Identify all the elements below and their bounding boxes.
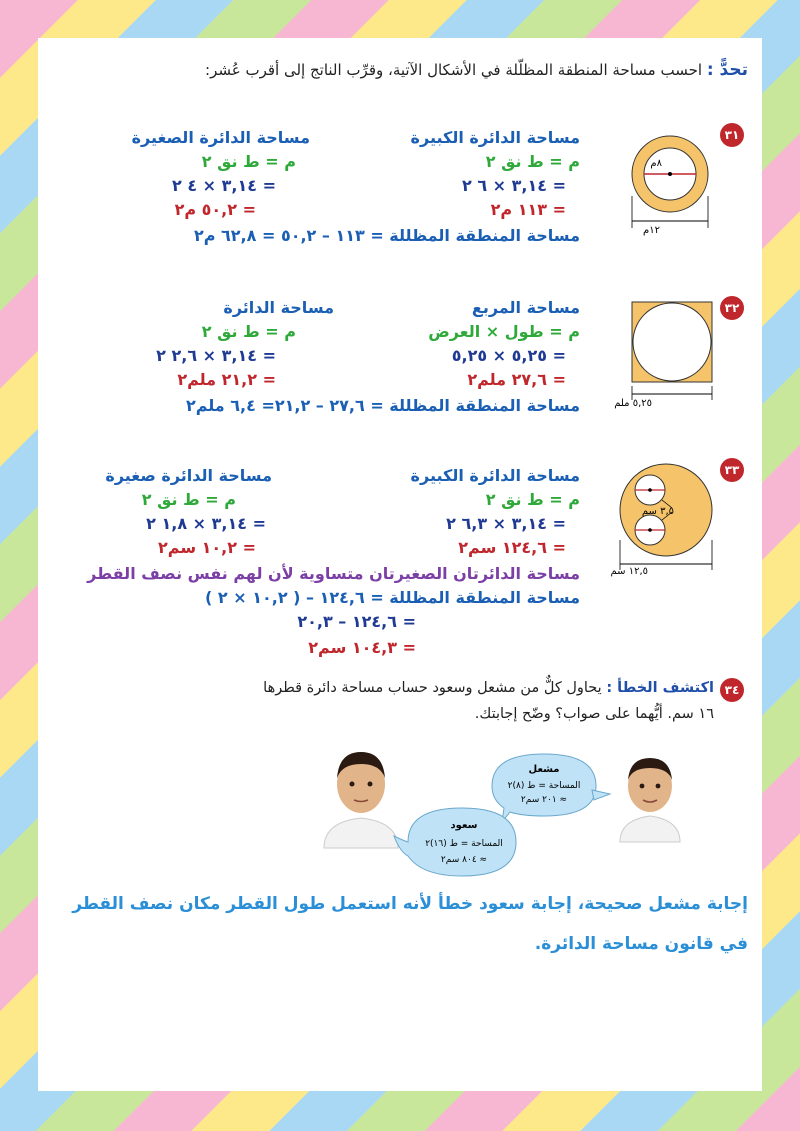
saud-result: ≈ ٨٠٤ سم٢: [440, 855, 488, 865]
challenge-label: تحدًّ :: [706, 60, 748, 80]
p31-shaded-area: مساحة المنطقة المظللة = ١١٣ – ٥٠,٢ = ٦٢,٨ م٢: [193, 226, 580, 245]
circle-in-square-figure: [614, 300, 724, 410]
p33-step3: = ١٠٤,٣ سم٢: [308, 638, 416, 657]
p31-small-result: = ٥٠,٢ م٢: [174, 200, 256, 219]
p31-big-result: = ١١٣ م٢: [490, 200, 566, 219]
p33-small-sub: = ٣,١٤ × ١,٨ ٢: [146, 514, 266, 533]
p34-question-1: يحاول كلٌّ من مشعل وسعود حساب مساحة دائرة قطرها: [263, 680, 602, 696]
p33-big-formula: م = ط نق ٢: [485, 490, 580, 509]
two-small-circles-figure: [610, 460, 724, 577]
instruction-text: احسب مساحة المنطقة المظلّلة في الأشكال الآتية، وقرِّب الناتج إلى أقرب عُشر:: [205, 61, 703, 79]
p32-square-title: مساحة المربع: [471, 298, 580, 317]
problem-number-33: ٣٣: [720, 458, 744, 482]
outer-diameter-label: ١٢م: [643, 225, 660, 236]
saud-formula: المساحة = ط (١٦)٢: [425, 839, 503, 849]
mishal-name: مشعل: [528, 764, 560, 775]
p33-small-result: = ١٠,٢ سم٢: [158, 538, 256, 557]
find-error-label: اكتشف الخطأ :: [606, 680, 714, 696]
big-circle-label: ١٢,٥ سم: [610, 566, 648, 577]
answer-text: إجابة مشعل صحيحة، إجابة سعود خطأ لأنه استعمل طول القطر مكان نصف القطر في قانون مساحة الدائرة.: [72, 894, 748, 954]
p33-small-formula: م = ط نق ٢: [141, 490, 236, 509]
p33-big-sub: = ٣,١٤ × ٦,٣ ٢: [446, 514, 566, 533]
p32-shaded-area: مساحة المنطقة المظللة = ٢٧,٦ – ٢١,٢= ٦,٤ ملم٢: [185, 396, 580, 415]
mishal-boy-illustration: [610, 750, 690, 842]
p32-square-sub: = ٥,٢٥ × ٥,٢٥: [451, 346, 566, 365]
p31-small-formula: م = ط نق ٢: [201, 152, 296, 171]
square-side-label: ٥,٢٥ ملم: [614, 398, 652, 409]
p33-note: مساحة الدائرتان الصغيرتان متساوية لأن لهم نفس نصف القطر: [87, 564, 580, 583]
mishal-result: ≈ ٢٠١ سم٢: [520, 795, 568, 805]
p34-question-2: ١٦ سم. أيُّهما على صواب؟ وضّح إجابتك.: [474, 706, 714, 722]
p32-circle-formula: م = ط نق ٢: [201, 322, 296, 341]
p32-square-formula: م = طول × العرض: [428, 322, 580, 341]
saud-speech-bubble: [392, 802, 524, 884]
p31-small-title: مساحة الدائرة الصغيرة: [131, 128, 310, 147]
p33-step2: = ١٢٤,٦ – ٢٠,٣: [297, 612, 416, 631]
p31-big-title: مساحة الدائرة الكبيرة: [410, 128, 580, 147]
p34-line1: [263, 680, 714, 696]
worksheet-page: [38, 38, 762, 1091]
p32-circle-title: مساحة الدائرة: [223, 298, 334, 317]
problem-number-34: ٣٤: [720, 678, 744, 702]
p31-big-sub: = ٣,١٤ × ٦ ٢: [461, 176, 566, 195]
p33-big-title: مساحة الدائرة الكبيرة: [410, 466, 580, 485]
concentric-circles-figure: [624, 136, 724, 242]
instruction-header: [205, 60, 748, 80]
p33-shaded-area: مساحة المنطقة المظللة = ١٢٤,٦ – ( ١٠,٢ × ٢ ): [205, 588, 580, 607]
p32-circle-sub: = ٣,١٤ × ٢,٦ ٢: [156, 346, 276, 365]
p31-big-formula: م = ط نق ٢: [485, 152, 580, 171]
inner-diameter-label: ٨م: [650, 158, 662, 169]
mishal-formula: المساحة = ط (٨)٢: [507, 781, 581, 791]
p32-square-result: = ٢٧,٦ ملم٢: [467, 370, 566, 389]
p32-circle-result: = ٢١,٢ ملم٢: [177, 370, 276, 389]
saud-name: سعود: [450, 820, 478, 831]
p33-small-title: مساحة الدائرة صغيرة: [105, 466, 272, 485]
p33-big-result: = ١٢٤,٦ سم٢: [458, 538, 566, 557]
problem-number-32: ٣٢: [720, 296, 744, 320]
p31-small-sub: = ٣,١٤ × ٤ ٢: [171, 176, 276, 195]
problem-number-31: ٣١: [720, 123, 744, 147]
small-circle-label: ٣,٥ سم: [641, 506, 674, 517]
